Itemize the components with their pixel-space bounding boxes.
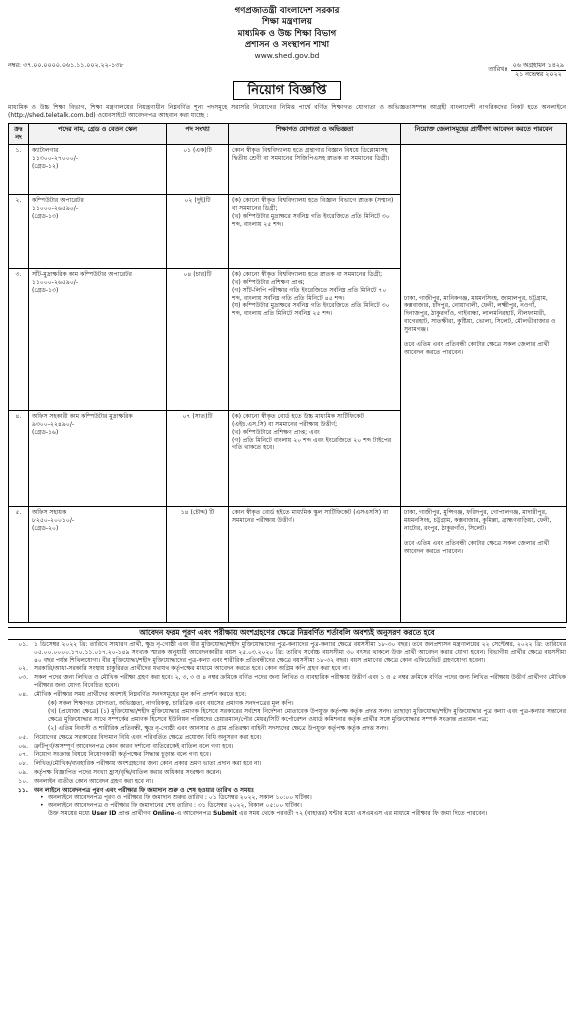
header-post: পদের নাম, গ্রেড ও বেতন স্কেল: [29, 124, 167, 145]
row-count: ০৪ (চার)টি: [167, 269, 229, 411]
condition-item: ০৮. লিখিত/মৌখিক/ব্যবহারিক পরীক্ষায় অংশগ্রহণের জন্য কোন প্রকার ভ্রমণ ভাতা প্রদান করা হবে না।: [18, 760, 262, 768]
condition-item: ০৪. মৌখিক পরীক্ষার সময় প্রার্থীদের অবশ্যই নিম্নবর্ণিত সনদসমূহের মূল কপি প্রদর্শন করতে হবে:: [18, 690, 247, 698]
row-qualification: কোন স্বীকৃত বোর্ড হইতে মাধ্যমিক স্কুল সার্টিফিকেট (এসএসসি) বা সমমানের পরীক্ষায় উত্তীর্ণ।: [229, 507, 401, 623]
districts-group-1: ঢাকা, গাজীপুর, মানিকগঞ্জ, ময়মনসিংহ, জামালপুর, চট্টগ্রাম, কক্সবাজার, চাঁদপুর, নোয়াখালী, ফেনী, লক্ষ্মীপুর, নওগাঁ, দিনাজপুর, ঠাকুরগাঁও, গাইবান্ধা, লালমনিরহাট, নীলফামারী, বাগেরহাট, সাতক্ষীরা, কুষ্টিয়া, ভোলা, সিলেট, মৌলভীবাজার ও সুনামগঞ্জ। তবে এতিম এবং প্রতিবন্ধী কোটার ক্ষেত্রে সকল জেলার প্রার্থী আবেদন করতে পারবেন।: [401, 145, 567, 507]
row-post: অফিস সহায়ক ৮২৫০-২০০১০/- (গ্রেড-২০): [29, 507, 167, 623]
row-post: কম্পিউটার অপারেটর ১১০০০-২৬৫৯০/- (গ্রেড-১৩): [29, 195, 167, 269]
condition-item: ১০. অনলাইন ব্যতীত কোন আবেদন গ্রহণ করা হবে না।: [18, 777, 154, 785]
header-division: মাধ্যমিক ও উচ্চ শিক্ষা বিভাগ: [237, 28, 337, 39]
date-block: [488, 62, 566, 78]
conditions-title: আবেদন ফরম পূরণ এবং পরীক্ষায় অংশগ্রহণের ক্ষেত্রে নিম্নবর্ণিত শর্তাবলি অবশ্যই অনুসরণ করতে হবে: [8, 627, 566, 640]
row-count: ০৭ (সাত)টি: [167, 411, 229, 507]
condition-subitem: (ক) সকল শিক্ষাগত যোগ্যতা, অভিজ্ঞতা, নাগরিকত্ব, চারিত্রিক এবং বয়সের প্রমাণক সনদপত্রের মূল কপি।: [48, 699, 294, 707]
condition-item: ০৩. সকল পদের জন্য লিখিত ও মৌখিক পরীক্ষা গ্রহণ করা হবে। ২, ৩, ৩ ও ৪ নম্বর ক্রমিকে বর্ণিত পদের জন্য লিখিত ও ব্যবহারিক পরীক্ষায় উত্তীর্ণ এবং ১ ও ৫ নম্বর ক্রমিকে বর্ণিত পদের জন্য লিখিত পরীক্ষায় উত্তীর্ণ প্রার্থীগণ মৌখিক পরীক্ষার জন্য যোগ্য বিবেচিত হবেন।: [18, 674, 566, 689]
header-ministry: শিক্ষা মন্ত্রণালয়: [262, 17, 312, 28]
header-serial: ক্রঃ নং: [9, 124, 29, 145]
row-count: ০১ (এক)টি: [167, 145, 229, 195]
header-count: পদ সংখ্যা: [167, 124, 229, 145]
header-government: গণপ্রজাতন্ত্রী বাংলাদেশ সরকার: [234, 6, 340, 16]
row-serial: ২.: [9, 195, 29, 269]
deadline-bullet: • অনলাইনে আবেদনপত্র ও পরীক্ষার ফি জমাদানের শেষ তারিখ : ৩১ ডিসেম্বর ২০২২, বিকাল ০৫:০০ ঘটিকা।: [40, 802, 302, 810]
condition-item: ০২. সরকারি/আধা-সরকারি সংস্থায় চাকুরিরত প্রার্থীদের যথাযথ কর্তৃপক্ষের মাধ্যমে আবেদন করতে হবে। কোন অগ্রিম কপি গ্রহণ করা হবে না।: [18, 665, 350, 673]
intro-paragraph: মাধ্যমিক ও উচ্চ শিক্ষা বিভাগ, শিক্ষা মন্ত্রণালয়ের নিয়ন্ত্রণাধীন নিম্নবর্ণিত শূন্য পদসমূহে সরাসরি নিয়োগের নিমিত্ত পার্শ্বে বর্ণিত শিক্ষাগত যোগ্যতা ও অভিজ্ঞতাসম্পন্ন আগ্রহী বাংলাদেশী নাগরিকদের নিকট হতে অনলাইনে (http://shed.teletalk.com.bd) ওয়েবসাইটে আবেদনপত্র আহবান করা যাচ্ছে :: [8, 104, 566, 120]
deadline-bullet: • অনলাইনে আবেদনপত্র পূরণ ও পরীক্ষার ফি জমাদান শুরুর তারিখ : ০১ ডিসেম্বর ২০২২, সকাল ১০:০০ ঘটিকা।: [40, 794, 312, 802]
table-row: [9, 507, 567, 623]
row-count: ১৪ (চৌদ্দ) টি: [167, 507, 229, 623]
reference-row: [8, 62, 566, 78]
condition-item: ০৫. নিয়োগের ক্ষেত্রে সরকারের বিদ্যমান বিধি এবং পরিবর্তিত ক্ষেত্রে প্রযোজ্য বিধি অনুসরণ করা হবে।: [18, 733, 262, 741]
condition-subitem: (খ) (প্রযোজ্য ক্ষেত্রে) (১) মুক্তিযোদ্ধা/শহীদ মুক্তিযোদ্ধার প্রমাণক হিসেবে সরকারের সর্বশেষ নির্দেশনা মোতাবেক উপযুক্ত কর্তৃপক্ষ কর্তৃক প্রদত্ত সনদ। তাছাড়া মুক্তিযোদ্ধা/শহীদ মুক্তিযোদ্ধার পুত্র কন্যা এবং পুত্র-কন্যার সন্তানের ক্ষেত্রে মুক্তিযোদ্ধার সাথে সম্পর্কের প্রমাণক হিসেবে ইউনিয়ন পরিষদের চেয়ারম্যান/পৌর মেয়র/সিটি কর্পোরেশন ওয়ার্ড কমিশনার কর্তৃক প্রার্থীর সঙ্গে মুক্তিযোদ্ধার সম্পর্ক সংক্রান্ত প্রত্যয়ন পত্র;: [48, 708, 566, 724]
header-districts: নিয়োক্ত জেলাসমূহের প্রার্থীগণ আবেদন করতে পারবেন: [401, 124, 567, 145]
date-label: তারিখঃ: [488, 66, 508, 74]
condition-subitem: (২) এতিম নিবাসী ও শারীরিক প্রতিবন্ধী, ক্ষুদ্র নৃ-গোষ্ঠী এবং আনসার ও গ্রাম প্রতিরক্ষা বাহিনী সদস্যদের ক্ষেত্রে উপযুক্ত কর্তৃপক্ষ কর্তৃক প্রদত্ত সনদ।: [48, 724, 389, 732]
row-count: ০২ (দুই)টি: [167, 195, 229, 269]
condition-item-deadline: ১১. অন লাইনে আবেদনপত্র পূরণ এবং পরীক্ষার ফি জমাদান শুরু ও শেষ হওয়ার তারিখ ও সময়ঃ: [17, 786, 255, 794]
row-qualification: কোন স্বীকৃত বিশ্ববিদ্যালয় হতে গ্রন্থাগার বিজ্ঞান বিষয়ে ডিপ্লোমাসহ দ্বিতীয় শ্রেণী বা সমমানের সিজিপিএসহ স্নাতক বা সমমানের ডিগ্রী।: [229, 145, 401, 195]
row-post: ক্যাটালগার ১১৩০০-২৭০০০/- (গ্রেড-১২): [29, 145, 167, 195]
row-serial: ৩.: [9, 269, 29, 411]
header-qualification: শিক্ষাগত যোগ্যতা ও অভিজ্ঞতা: [229, 124, 401, 145]
notice-title: নিয়োগ বিজ্ঞপ্তি: [233, 81, 342, 100]
vacancy-table: [8, 123, 567, 623]
row-qualification: (ক) কোনো স্বীকৃত বোর্ড হতে উচ্চ মাধ্যমিক সার্টিফিকেট (এইচ.এস.সি) বা সমমানের পরীক্ষায় উত্তীর্ণ; (খ) কম্পিউটারে প্রশিক্ষণ প্রাপ্ত; এবং (গ) প্রতি মিনিটে বাংলায় ২০ শব্দ এবং ইংরেজিতে ২০ শব্দ টাইপের গতি থাকতে হবে।: [229, 411, 401, 507]
districts-group-2: ঢাকা, গাজীপুর, মুন্সিগঞ্জ, ফরিদপুর, গোপালগঞ্জ, মাদারীপুর, ময়মনসিংহ, চট্টগ্রাম, কক্সবাজার, কুমিল্লা, ব্রাহ্মণবাড়িয়া, ফেনী, নাটোর, রংপুর, ঠাকুরগাঁও, সিলেট। তবে এতিম এবং প্রতিবন্ধী কোটার ক্ষেত্রে সকল জেলার প্রার্থী আবেদন করতে পারবেন।: [401, 507, 567, 623]
condition-item: ০৭. নিয়োগ সংক্রান্ত বিষয়ে নিয়োগকারী কর্তৃপক্ষের সিদ্ধান্ত চূড়ান্ত বলে গণ্য হবে।: [18, 751, 211, 759]
date-bangla: ০৬ অগ্রহায়ন ১৪২৯: [512, 62, 564, 70]
condition-item: ০১. ১ ডিসেম্বর ২০২২ খ্রি: তারিখে সাধারণ প্রার্থী, ক্ষুদ্র নৃ-গোষ্ঠী এবং বীর মুক্তিযোদ্ধা/শহীদ মুক্তিযোদ্ধাদের পুত্র-কন্যাদের পুত্র-কন্যার ক্ষেত্রে বয়সসীমা ১৮-৩০ বছর। তবে জনপ্রশাসন মন্ত্রণালয়ের ২২ সেপ্টেম্বর, ২০২২ খ্রি: তারিখের ০৫.০০.০০০০.১৭০.১১.০১৭.২০-১৪৯ সংখ্যক স্মারক অনুযায়ী আবেদনকারীর বয়স ২৫.০৩.২০২০ খ্রি: তারিখ সর্বোচ্চ বয়সসীমা ৩০ বৎসর থাকলে উক্ত প্রার্থী আবেদন করার যোগ্য হবেন। বিভাগীয় প্রার্থীর ক্ষেত্রে বয়সসীমা ৪০ বছর পর্যন্ত শিথিলযোগ্য। বীর মুক্তিযোদ্ধা/শহীদ মুক্তিযোদ্ধাদের পুত্র-কন্যা এবং শারীরিক প্রতিবন্ধীদের ক্ষেত্রে বয়সসীমা ১৮-৩২ বছর। বয়স প্রমাণের ক্ষেত্রে কোন এফিডেভিট গ্রহণযোগ্য হবেনা।: [18, 640, 566, 664]
row-post: সাঁট-মুদ্রাক্ষরিক কাম কম্পিউটার অপারেটর ১১০০০-২৬৫৯০/- (গ্রেড-১৩): [29, 269, 167, 411]
date-english: ২১ নভেম্বর ২০২২: [514, 70, 562, 78]
table-row: [9, 145, 567, 195]
letterhead: [8, 6, 566, 61]
condition-item: ০৬. ত্রুটিপূর্ণ/অসম্পূর্ণ আবেদনপত্র কোন কারণ দর্শানো ব্যতিরেকেই বাতিল বলে গণ্য হবে।: [18, 742, 234, 750]
row-post: অফিস সহকারী কাম কম্পিউটার মুদ্রাক্ষরিক ৯৩০০-২২৪৯০/- (গ্রেড-১৬): [29, 411, 167, 507]
conditions-list: [8, 641, 566, 818]
table-header-row: [9, 124, 567, 145]
row-serial: ৪.: [9, 411, 29, 507]
row-qualification: (ক) কোনো স্বীকৃত বিশ্ববিদ্যালয় হতে স্নাতক বা সমমানের ডিগ্রী; (খ) কম্পিউটার প্রশিক্ষণ প্রাপ্ত; (গ) সাঁট-লিপি পরীক্ষার গতি ইংরেজিতে সর্বনিম্ন প্রতি মিনিটে ৭০ শব্দ, বাংলায় সর্বনিম্ন গতি প্রতি মিনিটে ৪৫ শব্দ। (ঘ) কম্পিউটার মুদ্রাক্ষরে সর্বনিম্ন গতি ইংরেজিতে প্রতি মিনিটে ৩০ শব্দ, বাংলায় প্রতি মিনিটে সর্বনিম্ন ২৫ শব্দ।: [229, 269, 401, 411]
condition-item: ০৯. কর্তৃপক্ষ বিজ্ঞাপিত পদের সংখ্যা হ্রাস/বৃদ্ধি/বাতিল করার অধিকার সংরক্ষণ করেন।: [18, 768, 222, 776]
header-section: প্রশাসন ও সংস্থাপন শাখা: [244, 40, 330, 51]
header-website[interactable]: www.shed.gov.bd: [254, 51, 320, 61]
row-qualification: (ক) কোনো স্বীকৃত বিশ্ববিদ্যালয় হতে বিজ্ঞান বিভাগে স্নাতক (সম্মান) বা সমমানের ডিগ্রী; (খ) কম্পিউটার মুদ্রাক্ষরে সর্বনিম্ন গতি ইংরেজিতে প্রতি মিনিটে ৩০ শব্দ, বাংলায় ২৫ শব্দ।: [229, 195, 401, 269]
memo-number: নম্বর: ৩৭.০০.০০০০.০৬১.১১.০০২.২২-১৩৮: [8, 62, 124, 70]
row-serial: ৫.: [9, 507, 29, 623]
row-serial: ১.: [9, 145, 29, 195]
fee-note: উক্ত সময়ের মধ্যে User ID প্রাপ্ত প্রার্থীগণ Online-এ আবেদনপত্র Submit এর সময় থেকে পরবর্তী ৭২ (বাহাত্তর) ঘন্টার মধ্যে এসএমএস এর মাধ্যমে পরীক্ষার ফি জমা দিতে পারবেন।: [48, 809, 488, 817]
